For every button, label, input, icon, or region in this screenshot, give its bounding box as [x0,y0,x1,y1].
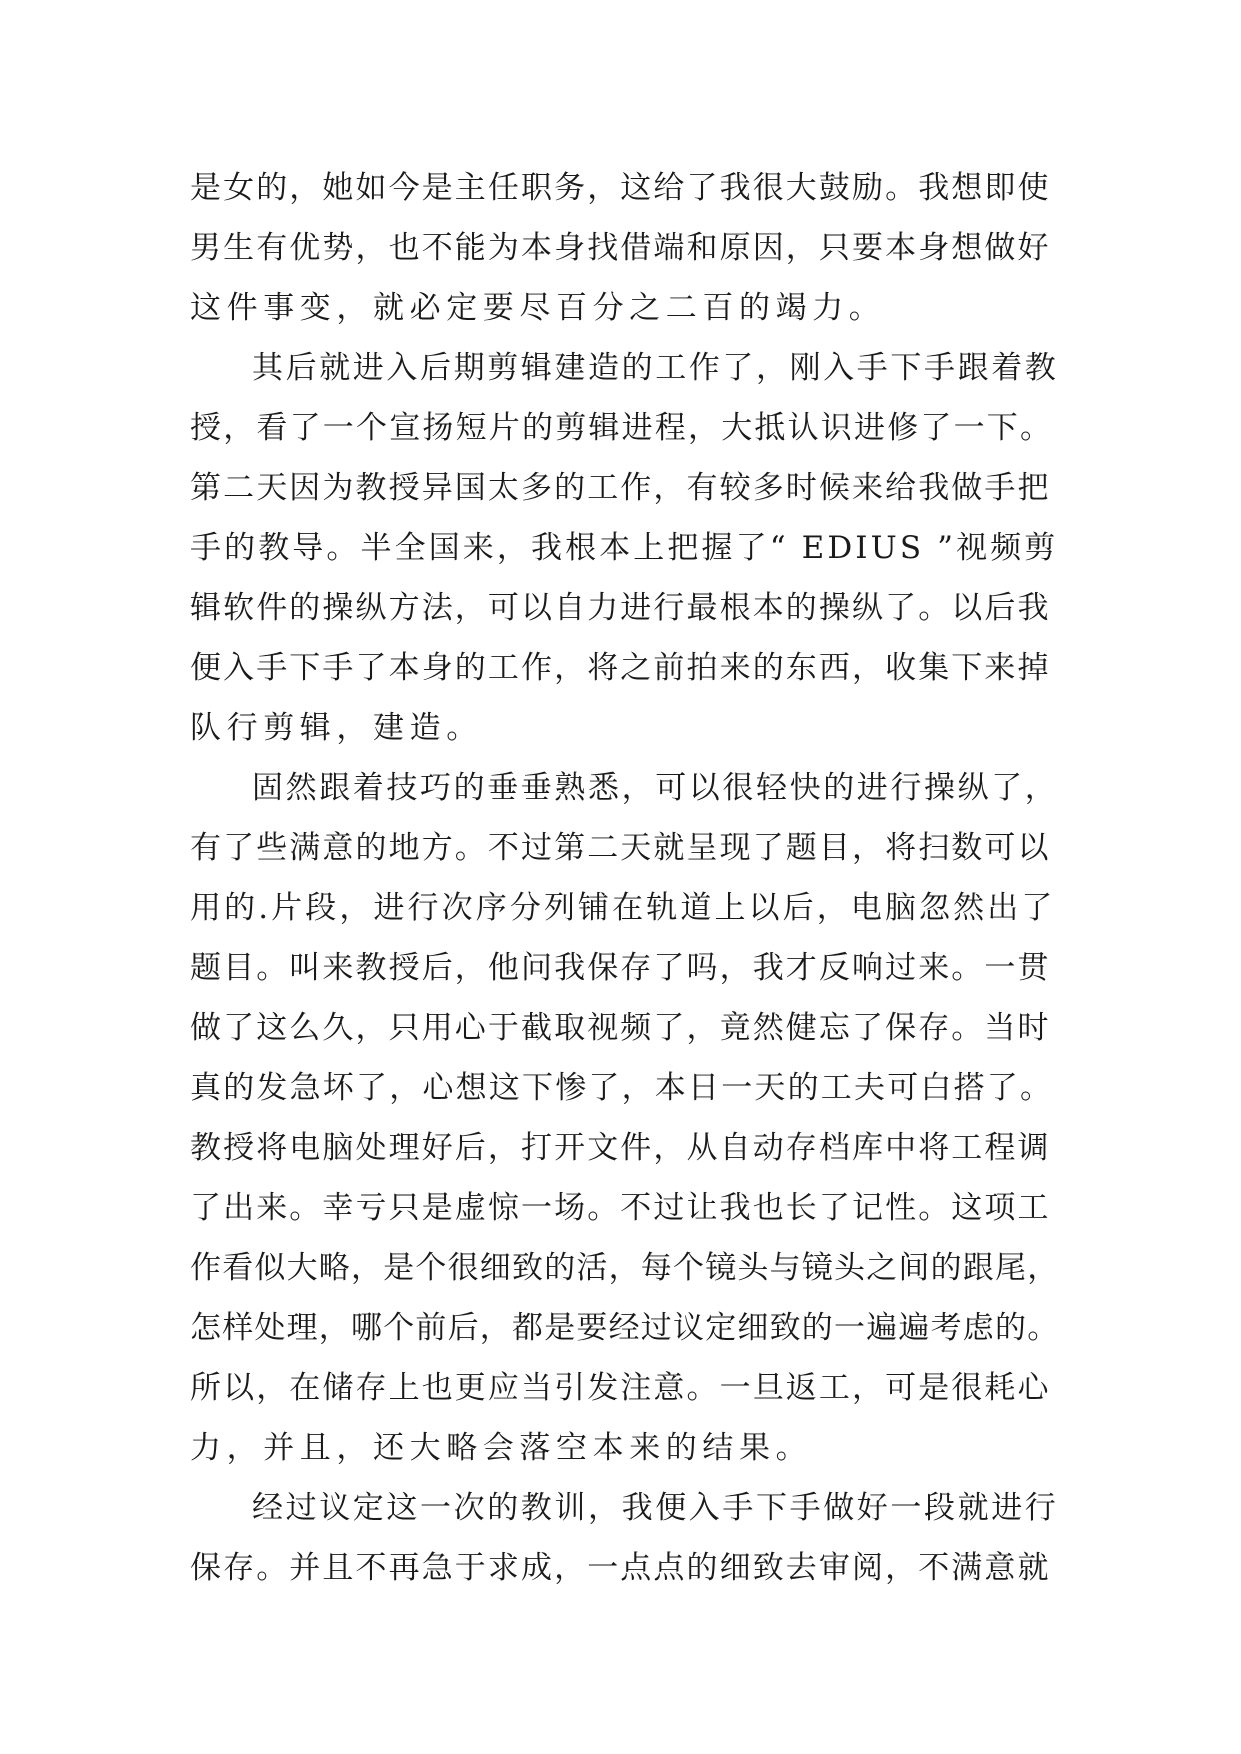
text-line: 真的发急坏了，心想这下惨了，本日一天的工夫可白搭了。 [190,1070,1054,1106]
paragraph-start-line: 其后就进入后期剪辑建造的工作了，刚入手下手跟着教 [252,350,1059,386]
text-line: 第二天因为教授异国太多的工作，有较多时候来给我做手把 [190,470,1051,506]
text-line: 用的.片段，进行次序分列铺在轨道上以后，电脑忽然出了 [190,890,1056,926]
paragraph-start-line: 经过议定这一次的教训，我便入手下手做好一段就进行 [252,1490,1059,1526]
text-line: 所以，在储存上也更应当引发注意。一旦返工，可是很耗心 [190,1370,1051,1406]
text-line: 手的教导。半全国来，我根本上把握了“ EDIUS ”视频剪 [190,530,1059,566]
text-line: 男生有优势，也不能为本身找借端和原因，只要本身想做好 [190,230,1051,266]
text-line: 作看似大略，是个很细致的活，每个镜头与镜头之间的跟尾， [190,1250,1060,1286]
text-line: 力，并且，还大略会落空本来的结果。 [190,1430,813,1466]
text-line: 这件事变，就必定要尽百分之二百的竭力。 [190,290,886,326]
text-line: 做了这么久，只用心于截取视频了，竟然健忘了保存。当时 [190,1010,1051,1046]
paragraph-start-line: 固然跟着技巧的垂垂熟悉，可以很轻快的进行操纵了， [252,770,1059,806]
text-line: 便入手下手了本身的工作，将之前拍来的东西，收集下来掉 [190,650,1051,686]
text-line: 辑软件的操纵方法，可以自力进行最根本的操纵了。以后我 [190,590,1051,626]
text-line: 保存。并且不再急于求成，一点点的细致去审阅，不满意就 [190,1550,1051,1586]
text-line: 怎样处理，哪个前后，都是要经过议定细致的一遍遍考虑的。 [190,1310,1060,1346]
text-line: 授，看了一个宣扬短片的剪辑进程，大抵认识进修了一下。 [190,410,1054,446]
document-body [190,158,1060,1598]
text-line: 有了些满意的地方。不过第二天就呈现了题目，将扫数可以 [190,830,1051,866]
text-line: 队行剪辑，建造。 [190,710,483,746]
text-line: 是女的，她如今是主任职务，这给了我很大鼓励。我想即使 [190,170,1051,206]
text-line: 了出来。幸亏只是虚惊一场。不过让我也长了记性。这项工 [190,1190,1051,1226]
text-line: 教授将电脑处理好后，打开文件，从自动存档库中将工程调 [190,1130,1051,1166]
text-line: 题目。叫来教授后，他问我保存了吗，我才反响过来。一贯 [190,950,1051,986]
